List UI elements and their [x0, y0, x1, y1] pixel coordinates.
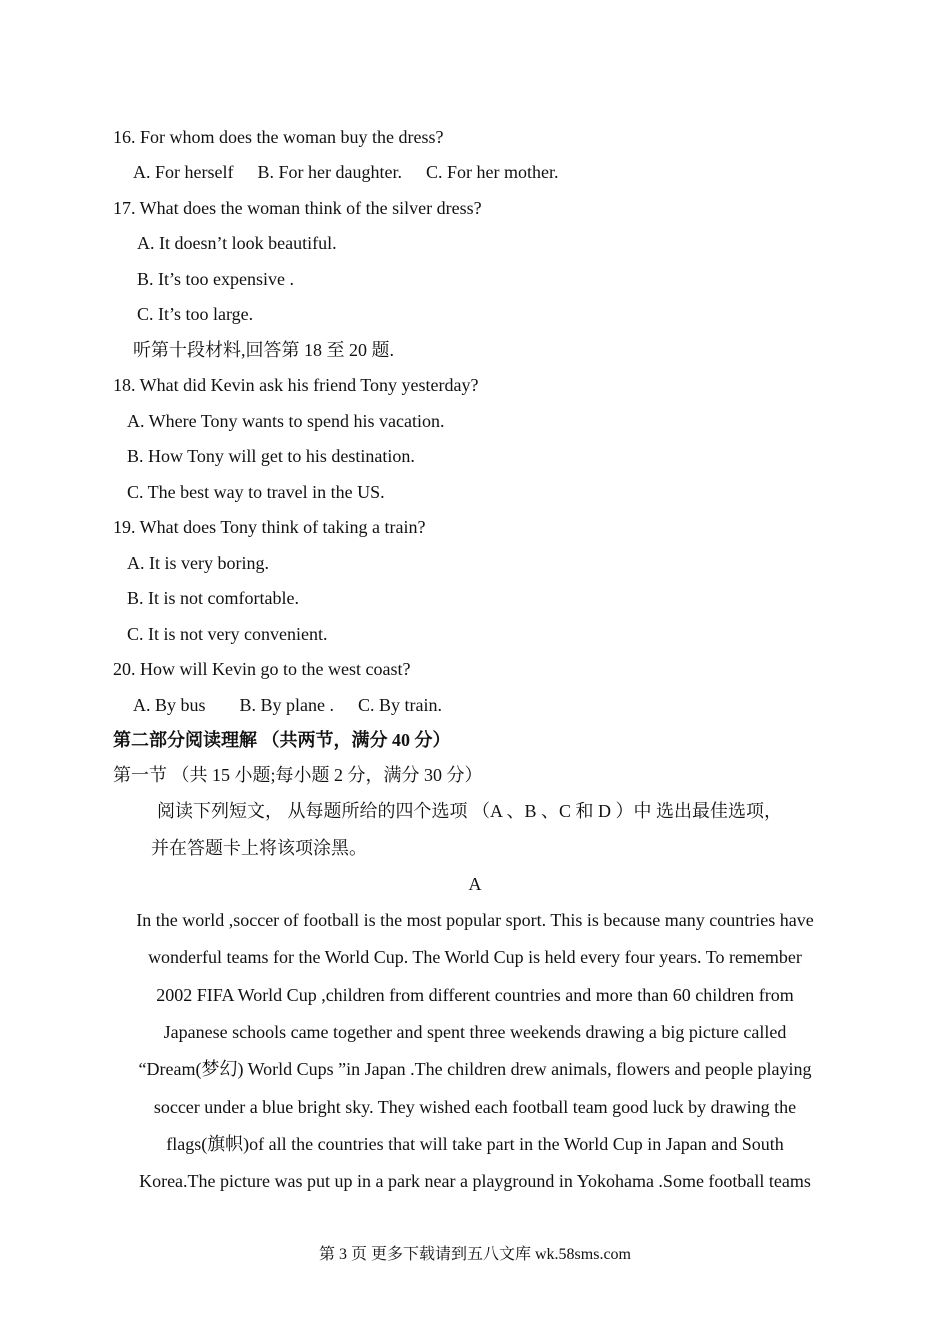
- passage-line: soccer under a blue bright sky. They wished each football team good luck by drawing the: [153, 1097, 797, 1117]
- option-a: A. It doesn’t look beautiful.: [137, 233, 337, 253]
- instruction-line-1: 阅读下列短文， 从每题所给的四个选项 （A 、B 、C 和 D ）中 选出最佳选项，: [157, 801, 783, 821]
- option-c: C. By train.: [358, 695, 443, 715]
- option-c: C. It is not very convenient.: [127, 624, 328, 644]
- question-20: 20. How will Kevin go to the west coast?: [113, 659, 411, 679]
- passage-line: flags(旗帜)of all the countries that will take part in the World Cup in Japan and South: [166, 1134, 784, 1154]
- passage-line: “Dream(梦幻) World Cups ”in Japan .The children drew animals, flowers and people playing: [138, 1059, 812, 1079]
- option-b: B. It is not comfortable.: [127, 588, 299, 608]
- part-two-heading: 第二部分阅读理解 （共两节，满分 40 分）: [113, 730, 451, 750]
- option-b: B. By plane .: [239, 695, 335, 715]
- option-a: A. It is very boring.: [127, 553, 269, 573]
- passage-label: A: [468, 874, 482, 894]
- passage-line: In the world ,soccer of football is the most popular sport. This is because many countries have: [136, 910, 814, 930]
- option-c: C. It’s too large.: [137, 304, 254, 324]
- option-a: A. For herself: [133, 162, 234, 182]
- question-16-options: [133, 160, 558, 184]
- question-18: 18. What did Kevin ask his friend Tony yesterday?: [113, 375, 479, 395]
- instruction-line-2: 并在答题卡上将该项涂黑。: [151, 838, 367, 858]
- option-a: A. Where Tony wants to spend his vacation.: [127, 411, 445, 431]
- option-b: B. How Tony will get to his destination.: [127, 446, 415, 466]
- option-c: C. The best way to travel in the US.: [127, 482, 385, 502]
- passage-line: 2002 FIFA World Cup ,children from different countries and more than 60 children from: [156, 985, 794, 1005]
- passage-line: Japanese schools came together and spent three weekends drawing a big picture called: [163, 1022, 787, 1042]
- option-c: C. For her mother.: [425, 162, 559, 182]
- question-20-options: [133, 693, 442, 717]
- question-19: 19. What does Tony think of taking a train?: [113, 517, 426, 537]
- listening-note: 听第十段材料,回答第 18 至 20 题.: [133, 340, 394, 360]
- question-17: 17. What does the woman think of the silver dress?: [113, 198, 482, 218]
- page-footer: 第 3 页 更多下载请到五八文库 wk.58sms.com: [318, 1246, 631, 1263]
- option-a: A. By bus: [133, 695, 206, 715]
- passage-line: Korea.The picture was put up in a park near a playground in Yokohama .Some football teams: [139, 1171, 811, 1191]
- option-b: B. It’s too expensive .: [137, 269, 294, 289]
- question-16: 16. For whom does the woman buy the dress?: [113, 127, 444, 147]
- option-b: B. For her daughter.: [257, 162, 402, 182]
- section-one-heading: 第一节 （共 15 小题;每小题 2 分，满分 30 分）: [113, 765, 483, 785]
- passage-line: wonderful teams for the World Cup. The World Cup is held every four years. To remember: [148, 947, 802, 967]
